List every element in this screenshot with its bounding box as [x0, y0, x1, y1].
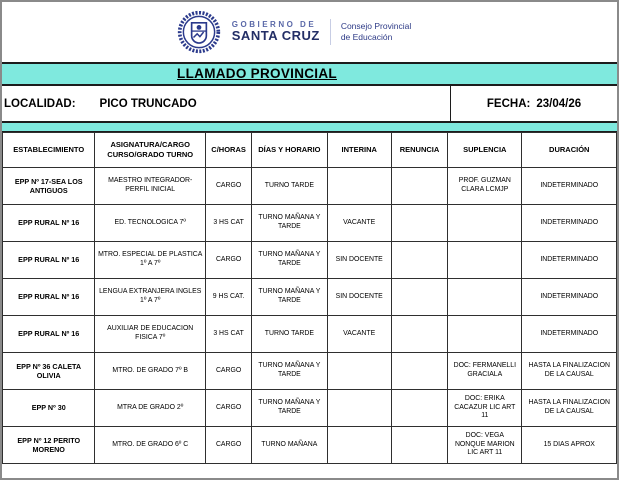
cell-dias-horario: TURNO TARDE	[252, 316, 327, 353]
cell-duracion: INDETERMINADO	[522, 316, 617, 353]
cell-establecimiento: EPP RURAL Nº 16	[3, 242, 95, 279]
cell-renuncia	[391, 316, 447, 353]
cell-asignatura: MTRO. DE GRADO 7º B	[95, 353, 206, 390]
column-header-dias-horario: DÍAS Y HORARIO	[252, 133, 327, 168]
cell-interina	[327, 353, 391, 390]
fecha-label: FECHA:	[486, 97, 531, 110]
cell-renuncia	[391, 390, 447, 427]
column-header-asignatura: ASIGNATURA/CARGO CURSO/GRADO TURNO	[95, 133, 206, 168]
cell-interina	[327, 168, 391, 205]
cell-renuncia	[391, 242, 447, 279]
fecha-cell	[451, 86, 617, 121]
cell-interina: SIN DOCENTE	[327, 279, 391, 316]
cell-renuncia	[391, 353, 447, 390]
title-banner-inner	[2, 65, 512, 83]
page-title: LLAMADO PROVINCIAL	[177, 66, 337, 81]
localidad-value: PICO TRUNCADO	[99, 97, 197, 110]
cell-choras: 3 HS CAT	[205, 316, 251, 353]
council-line2: de Educación	[340, 32, 393, 42]
title-banner	[2, 62, 617, 86]
cell-duracion: INDETERMINADO	[522, 205, 617, 242]
cell-choras: CARGO	[205, 168, 251, 205]
cell-establecimiento: EPP RURAL Nº 16	[3, 205, 95, 242]
fecha-value: 23/04/26	[536, 97, 582, 110]
cell-renuncia	[391, 279, 447, 316]
brand-header	[0, 2, 601, 62]
cell-renuncia	[391, 427, 447, 464]
cell-duracion: INDETERMINADO	[522, 279, 617, 316]
column-header-establecimiento: ESTABLECIMIENTO	[3, 133, 95, 168]
cell-suplencia: DOC: ERIKA CACAZUR LIC ART 11	[448, 390, 522, 427]
cell-asignatura: AUXILIAR DE EDUCACION FISICA 7º	[95, 316, 206, 353]
cell-choras: 9 HS CAT.	[205, 279, 251, 316]
cell-dias-horario: TURNO MAÑANA Y TARDE	[252, 390, 327, 427]
cell-suplencia: DOC: VEGA NONQUE MARION LIC ART 11	[448, 427, 522, 464]
cell-asignatura: LENGUA EXTRANJERA INGLES 1º A 7º	[95, 279, 206, 316]
table-row	[3, 279, 617, 316]
cell-establecimiento: EPP Nº 36 CALETA OLIVIA	[3, 353, 95, 390]
cell-establecimiento: EPP Nº 12 PERITO MORENO	[3, 427, 95, 464]
table-body	[3, 168, 617, 464]
cell-interina	[327, 390, 391, 427]
cell-interina: SIN DOCENTE	[327, 242, 391, 279]
column-header-interina: INTERINA	[327, 133, 391, 168]
table-row	[3, 242, 617, 279]
cell-establecimiento: EPP RURAL Nº 16	[3, 316, 95, 353]
cell-dias-horario: TURNO TARDE	[252, 168, 327, 205]
cell-establecimiento: EPP Nº 17-SEA LOS ANTIGUOS	[3, 168, 95, 205]
cell-choras: CARGO	[205, 242, 251, 279]
table-row	[3, 168, 617, 205]
cell-duracion: INDETERMINADO	[522, 242, 617, 279]
cell-asignatura: MAESTRO INTEGRADOR-PERFIL INICIAL	[95, 168, 206, 205]
cell-asignatura: MTRO. ESPECIAL DE PLASTICA 1º A 7º	[95, 242, 206, 279]
localidad-cell	[2, 86, 451, 121]
cell-suplencia	[448, 242, 522, 279]
cell-dias-horario: TURNO MAÑANA Y TARDE	[252, 242, 327, 279]
cell-choras: CARGO	[205, 427, 251, 464]
government-wordmark	[232, 21, 320, 43]
meta-row	[2, 86, 617, 123]
table-row	[3, 353, 617, 390]
localidad-label: LOCALIDAD:	[4, 97, 76, 110]
government-line1: GOBIERNO DE	[231, 19, 317, 29]
column-header-choras: C/HORAS	[205, 133, 251, 168]
table-header-row	[3, 133, 617, 168]
council-line1: Consejo Provincial	[340, 21, 412, 32]
cell-suplencia	[448, 205, 522, 242]
cell-choras: CARGO	[205, 390, 251, 427]
cell-interina: VACANTE	[327, 205, 391, 242]
cell-dias-horario: TURNO MAÑANA	[252, 427, 327, 464]
cell-duracion: 15 DIAS APROX	[522, 427, 617, 464]
cell-asignatura: MTRO. DE GRADO 6º C	[95, 427, 206, 464]
cell-suplencia: DOC: FERMANELLI GRACIALA	[448, 353, 522, 390]
vacancy-table	[2, 132, 617, 464]
cell-choras: 3 HS CAT	[205, 205, 251, 242]
cell-renuncia	[391, 205, 447, 242]
brand-divider	[330, 19, 331, 45]
cell-interina	[327, 427, 391, 464]
cell-establecimiento: EPP Nº 30	[3, 390, 95, 427]
council-wordmark	[341, 21, 411, 42]
table-row	[3, 427, 617, 464]
cell-duracion: HASTA LA FINALIZACION DE LA CAUSAL	[522, 390, 617, 427]
cell-establecimiento: EPP RURAL Nº 16	[3, 279, 95, 316]
government-line2: SANTA CRUZ	[231, 28, 320, 44]
cell-duracion: HASTA LA FINALIZACION DE LA CAUSAL	[522, 353, 617, 390]
column-header-duracion: DURACIÓN	[522, 133, 617, 168]
column-header-suplencia: SUPLENCIA	[448, 133, 522, 168]
cell-asignatura: ED. TECNOLOGICA 7º	[95, 205, 206, 242]
table-row	[3, 390, 617, 427]
cell-dias-horario: TURNO MAÑANA Y TARDE	[252, 279, 327, 316]
cell-suplencia	[448, 316, 522, 353]
table-row	[3, 205, 617, 242]
table-row	[3, 316, 617, 353]
cell-choras: CARGO	[205, 353, 251, 390]
cell-dias-horario: TURNO MAÑANA Y TARDE	[252, 205, 327, 242]
teal-divider-strip	[2, 123, 617, 132]
cell-renuncia	[391, 168, 447, 205]
santa-cruz-crest-icon	[176, 9, 222, 55]
cell-suplencia: PROF. GUZMAN CLARA LCMJP	[448, 168, 522, 205]
cell-duracion: INDETERMINADO	[522, 168, 617, 205]
cell-asignatura: MTRA DE GRADO 2º	[95, 390, 206, 427]
column-header-renuncia: RENUNCIA	[391, 133, 447, 168]
cell-interina: VACANTE	[327, 316, 391, 353]
cell-dias-horario: TURNO MAÑANA Y TARDE	[252, 353, 327, 390]
cell-suplencia	[448, 279, 522, 316]
